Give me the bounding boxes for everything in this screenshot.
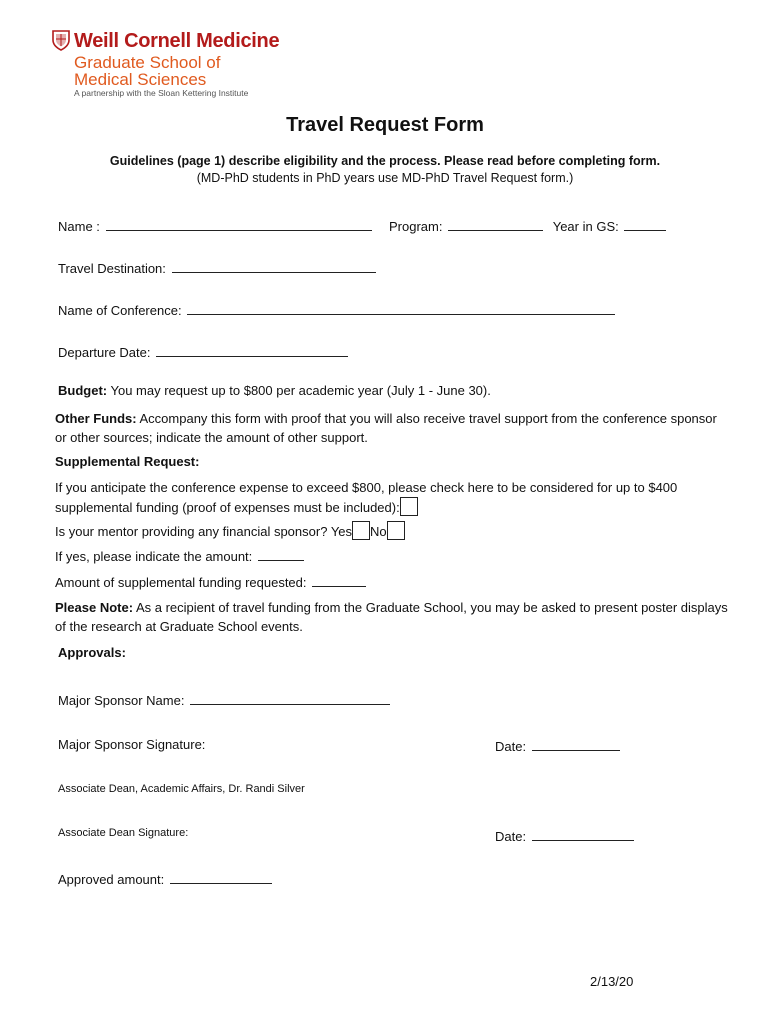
- budget-label: Budget:: [58, 383, 108, 398]
- logo-title: Weill Cornell Medicine: [74, 30, 280, 52]
- mentor-row: [55, 521, 405, 540]
- budget-text: You may request up to $800 per academic year (July 1 - June 30).: [110, 383, 491, 398]
- sponsor-date-label: Date:: [495, 739, 527, 754]
- sponsor-date-row: [495, 737, 620, 754]
- sponsor-name-field[interactable]: [190, 691, 390, 705]
- other-funds-paragraph: [55, 409, 730, 447]
- name-field[interactable]: [106, 217, 372, 231]
- no-checkbox[interactable]: [387, 521, 405, 540]
- name-label: Name :: [58, 219, 100, 234]
- destination-label: Travel Destination:: [58, 261, 166, 276]
- yes-checkbox[interactable]: [352, 521, 370, 540]
- assoc-dean-label: Associate Dean, Academic Affairs, Dr. Randi Silver: [58, 783, 305, 795]
- sponsor-signature-label: Major Sponsor Signature:: [58, 737, 206, 752]
- please-note-text: As a recipient of travel funding from the Graduate School, you may be asked to present poster displays of the research at Graduate School events.: [55, 600, 728, 634]
- guidelines-text: Guidelines (page 1) describe eligibility and the process. Please read before completing form.: [109, 154, 661, 168]
- if-yes-row: [55, 547, 304, 564]
- program-label: Program:: [389, 219, 443, 234]
- budget-row: [58, 383, 491, 398]
- assoc-dean-date-label: Date:: [495, 829, 527, 844]
- year-field[interactable]: [624, 217, 666, 231]
- conference-row: [58, 301, 615, 318]
- yes-label: Yes: [330, 524, 353, 539]
- sponsor-date-field[interactable]: [532, 737, 620, 751]
- departure-field[interactable]: [156, 343, 348, 357]
- form-title: Travel Request Form: [286, 114, 484, 136]
- please-note-label: Please Note:: [55, 600, 134, 615]
- amount-requested-row: [55, 573, 366, 590]
- destination-field[interactable]: [172, 259, 376, 273]
- approved-amount-field[interactable]: [170, 870, 272, 884]
- supplemental-paragraph: [55, 478, 695, 517]
- program-row: [389, 217, 666, 234]
- supplemental-heading: Supplemental Request:: [55, 454, 200, 469]
- logo-tagline: A partnership with the Sloan Kettering Institute: [74, 88, 249, 98]
- mentor-question: Is your mentor providing any financial sponsor?: [55, 524, 328, 539]
- departure-row: [58, 343, 348, 360]
- if-yes-amount-field[interactable]: [258, 547, 304, 561]
- supplemental-text: If you anticipate the conference expense to exceed $800, please check here to be considered for up to $400 supplemental funding (proof of expenses must be included):: [55, 480, 678, 515]
- program-field[interactable]: [448, 217, 543, 231]
- other-funds-label: Other Funds:: [55, 411, 137, 426]
- amount-requested-field[interactable]: [312, 573, 366, 587]
- other-funds-text: Accompany this form with proof that you will also receive travel support from the conference sponsor or other sources; indicate the amount of other support.: [55, 411, 717, 445]
- assoc-dean-date-field[interactable]: [532, 827, 634, 841]
- mdphd-note: (MD-PhD students in PhD years use MD-PhD Travel Request form.): [196, 171, 574, 185]
- year-label: Year in GS:: [552, 219, 619, 234]
- no-label: No: [370, 524, 387, 539]
- conference-label: Name of Conference:: [58, 303, 182, 318]
- sponsor-name-label: Major Sponsor Name:: [58, 693, 185, 708]
- sponsor-name-row: [58, 691, 390, 708]
- destination-row: [58, 259, 376, 276]
- approved-amount-row: [58, 870, 272, 887]
- departure-label: Departure Date:: [58, 345, 151, 360]
- approved-amount-label: Approved amount:: [58, 872, 165, 887]
- supplemental-checkbox[interactable]: [400, 497, 418, 516]
- assoc-dean-date-row: [495, 827, 634, 844]
- approvals-heading: Approvals:: [58, 645, 126, 660]
- name-row: [58, 217, 372, 234]
- crest-icon: [50, 29, 72, 51]
- logo-subtitle-line2: Medical Sciences: [74, 70, 207, 89]
- logo-subtitle-line1: Graduate School of: [74, 53, 221, 72]
- conference-field[interactable]: [187, 301, 615, 315]
- please-note-paragraph: [55, 598, 730, 636]
- if-yes-label: If yes, please indicate the amount:: [55, 549, 253, 564]
- footer-date: 2/13/20: [590, 974, 634, 989]
- amount-requested-label: Amount of supplemental funding requested:: [55, 575, 307, 590]
- assoc-dean-signature-label: Associate Dean Signature:: [58, 827, 189, 839]
